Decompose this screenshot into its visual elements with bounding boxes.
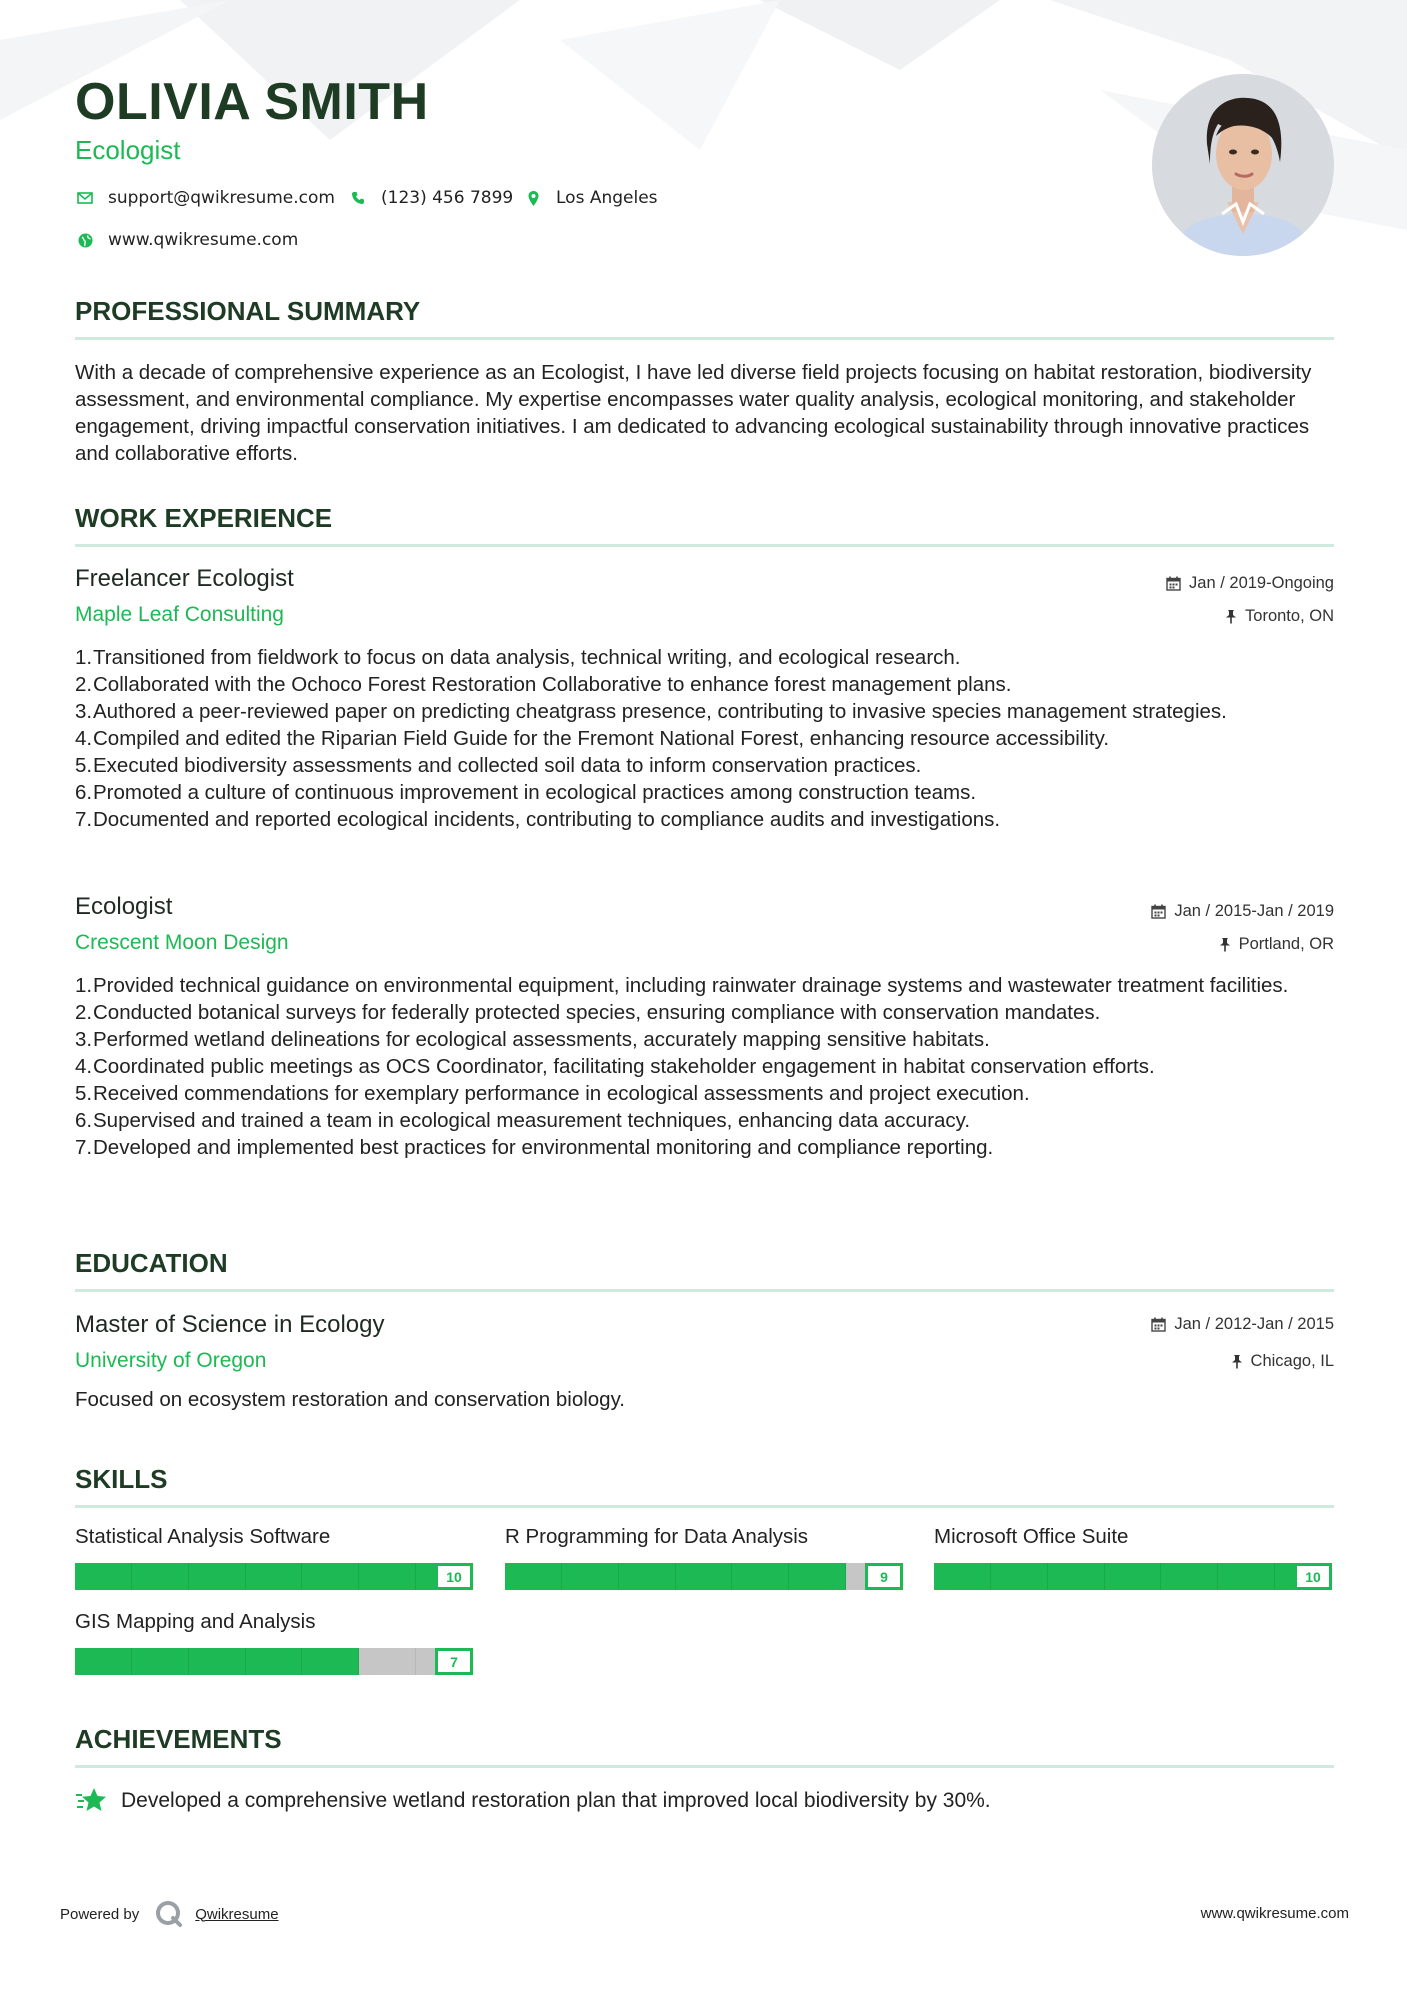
skill-segment-filled	[189, 1563, 246, 1590]
skill-segment-filled	[1218, 1563, 1275, 1590]
list-item: Coordinated public meetings as OCS Coordinator, facilitating stakeholder engagement in habitat conservation efforts.	[93, 1055, 1155, 1078]
star-icon	[75, 1786, 109, 1816]
education-dates	[1151, 1315, 1334, 1334]
job-dates	[1166, 574, 1334, 593]
job-title: Ecologist	[75, 893, 173, 920]
list-item: Performed wetland delineations for ecological assessments, accurately mapping sensitive habitats.	[93, 1028, 990, 1051]
job-location	[1219, 935, 1334, 954]
skill-name: Statistical Analysis Software	[75, 1525, 331, 1548]
job-location-text: Toronto, ON	[1245, 607, 1334, 625]
job-title: Freelancer Ecologist	[75, 565, 294, 592]
phone-text: (123) 456 7899	[381, 188, 514, 208]
skill-segment-filled	[1161, 1563, 1218, 1590]
skill-segment-filled	[1105, 1563, 1162, 1590]
skill-segment-filled	[619, 1563, 676, 1590]
job-dates-text: Jan / 2019-Ongoing	[1189, 574, 1334, 592]
list-item: Executed biodiversity assessments and collected soil data to inform conservation practices.	[93, 754, 922, 777]
skill-segment-filled	[359, 1563, 416, 1590]
skill-segment-filled	[246, 1648, 303, 1675]
candidate-role: Ecologist	[75, 135, 181, 165]
globe-icon	[72, 233, 98, 248]
pushpin-icon	[1225, 609, 1237, 624]
education-description: Focused on ecosystem restoration and conservation biology.	[75, 1388, 626, 1411]
location-text: Los Angeles	[556, 188, 658, 208]
skill-segment-filled	[789, 1563, 846, 1590]
pushpin-icon	[1231, 1354, 1243, 1369]
summary-text: With a decade of comprehensive experience as an Ecologist, I have led diverse field projects focusing on habitat restoration, biodiversity assessment, and environmental compliance. My expertise encompasses water quality analysis, ecological monitoring, and stakeholder engagement, driving impactful conservation initiatives. I am dedicated to advancing ecological sustainability through innovative practices and collaborative efforts.	[75, 361, 1312, 465]
calendar-icon	[1151, 1317, 1166, 1332]
skill-segment-filled	[189, 1648, 246, 1675]
list-item: Conducted botanical surveys for federally protected species, ensuring compliance with conservation mandates.	[93, 1001, 1101, 1024]
brand-link[interactable]: Qwikresume	[195, 1905, 279, 1923]
skill-segment-filled	[505, 1563, 562, 1590]
skill-score: 9	[865, 1563, 903, 1590]
skill-name: GIS Mapping and Analysis	[75, 1610, 316, 1633]
candidate-name: OLIVIA SMITH	[75, 73, 429, 131]
achievements-heading: ACHIEVEMENTS	[75, 1724, 282, 1754]
summary-heading: PROFESSIONAL SUMMARY	[75, 296, 421, 326]
skills-divider	[75, 1505, 1334, 1508]
job-location-text: Portland, OR	[1238, 935, 1334, 953]
job-dates-text: Jan / 2015-Jan / 2019	[1174, 902, 1334, 920]
list-item: Provided technical guidance on environmental equipment, including rainwater drainage systems and wastewater treatment facilities.	[93, 974, 1289, 997]
education-dates-text: Jan / 2012-Jan / 2015	[1174, 1315, 1334, 1333]
phone-icon	[345, 191, 371, 205]
contact-location	[520, 188, 658, 208]
skill-segment-filled	[302, 1563, 359, 1590]
skill-segment-filled	[562, 1563, 619, 1590]
experience-heading: WORK EXPERIENCE	[75, 503, 333, 533]
education-location-text: Chicago, IL	[1250, 1352, 1334, 1370]
website-text: www.qwikresume.com	[108, 230, 299, 250]
skill-rating-bar	[75, 1648, 473, 1675]
skill-segment-filled	[676, 1563, 733, 1590]
list-item: Transitioned from fieldwork to focus on data analysis, technical writing, and ecological research.	[93, 646, 961, 669]
list-item: Documented and reported ecological incidents, contributing to compliance audits and investigations.	[93, 808, 1001, 831]
list-item: Supervised and trained a team in ecological measurement techniques, enhancing data accuracy.	[93, 1109, 971, 1132]
experience-divider	[75, 544, 1334, 547]
list-item: Authored a peer-reviewed paper on predicting cheatgrass presence, contributing to invasive species management strategies.	[93, 700, 1227, 723]
list-item: Developed and implemented best practices for environmental monitoring and compliance reporting.	[93, 1136, 994, 1159]
education-heading: EDUCATION	[75, 1248, 228, 1278]
skill-score: 7	[435, 1648, 473, 1675]
contact-website[interactable]	[72, 230, 298, 250]
skill-rating-bar	[75, 1563, 473, 1590]
skill-segment-filled	[732, 1563, 789, 1590]
job-company: Crescent Moon Design	[75, 931, 289, 954]
profile-photo	[1152, 74, 1334, 256]
job-location	[1225, 607, 1334, 626]
skills-heading: SKILLS	[75, 1464, 168, 1494]
powered-by	[60, 1900, 279, 1928]
skill-name: Microsoft Office Suite	[934, 1525, 1129, 1548]
calendar-icon	[1166, 576, 1181, 591]
contact-email[interactable]	[72, 188, 335, 208]
skill-segment-filled	[75, 1563, 132, 1590]
job-company: Maple Leaf Consulting	[75, 603, 284, 626]
job-bullets	[75, 644, 1363, 833]
job-bullets	[75, 972, 1363, 1161]
pushpin-icon	[1219, 937, 1231, 952]
footer-website[interactable]: www.qwikresume.com	[1200, 1905, 1349, 1922]
list-item: Compiled and edited the Riparian Field Guide for the Fremont National Forest, enhancing resource accessibility.	[93, 727, 1110, 750]
calendar-icon	[1151, 904, 1166, 919]
education-divider	[75, 1289, 1334, 1292]
skill-score: 10	[1294, 1563, 1332, 1590]
email-text: support@qwikresume.com	[108, 188, 335, 208]
achievements-divider	[75, 1765, 1334, 1768]
summary-divider	[75, 337, 1334, 340]
skill-score: 10	[435, 1563, 473, 1590]
school-name: University of Oregon	[75, 1349, 267, 1372]
skill-rating-bar	[505, 1563, 903, 1590]
skill-segment-filled	[1048, 1563, 1105, 1590]
skill-segment-filled	[934, 1563, 991, 1590]
skill-segment-filled	[246, 1563, 303, 1590]
skill-name: R Programming for Data Analysis	[505, 1525, 809, 1548]
qwikresume-logo-icon	[155, 1900, 183, 1928]
skill-segment-empty	[359, 1648, 416, 1675]
skill-rating-bar	[934, 1563, 1332, 1590]
list-item: Received commendations for exemplary performance in ecological assessments and project execution.	[93, 1082, 1030, 1105]
envelope-icon	[72, 192, 98, 204]
achievement-text: Developed a comprehensive wetland restoration plan that improved local biodiversity by 30%.	[121, 1789, 991, 1812]
list-item: Promoted a culture of continuous improvement in ecological practices among construction teams.	[93, 781, 977, 804]
achievement-item	[75, 1786, 991, 1816]
degree-title: Master of Science in Ecology	[75, 1311, 385, 1338]
job-dates	[1151, 902, 1334, 921]
map-pin-icon	[520, 191, 546, 206]
education-location	[1231, 1352, 1334, 1371]
powered-by-label: Powered by	[60, 1905, 140, 1923]
skill-segment-filled	[75, 1648, 132, 1675]
skill-segment-filled	[132, 1648, 189, 1675]
skill-segment-filled	[302, 1648, 359, 1675]
contact-phone[interactable]	[345, 188, 513, 208]
skill-segment-filled	[132, 1563, 189, 1590]
skill-segment-filled	[991, 1563, 1048, 1590]
list-item: Collaborated with the Ochoco Forest Restoration Collaborative to enhance forest management plans.	[93, 673, 1012, 696]
